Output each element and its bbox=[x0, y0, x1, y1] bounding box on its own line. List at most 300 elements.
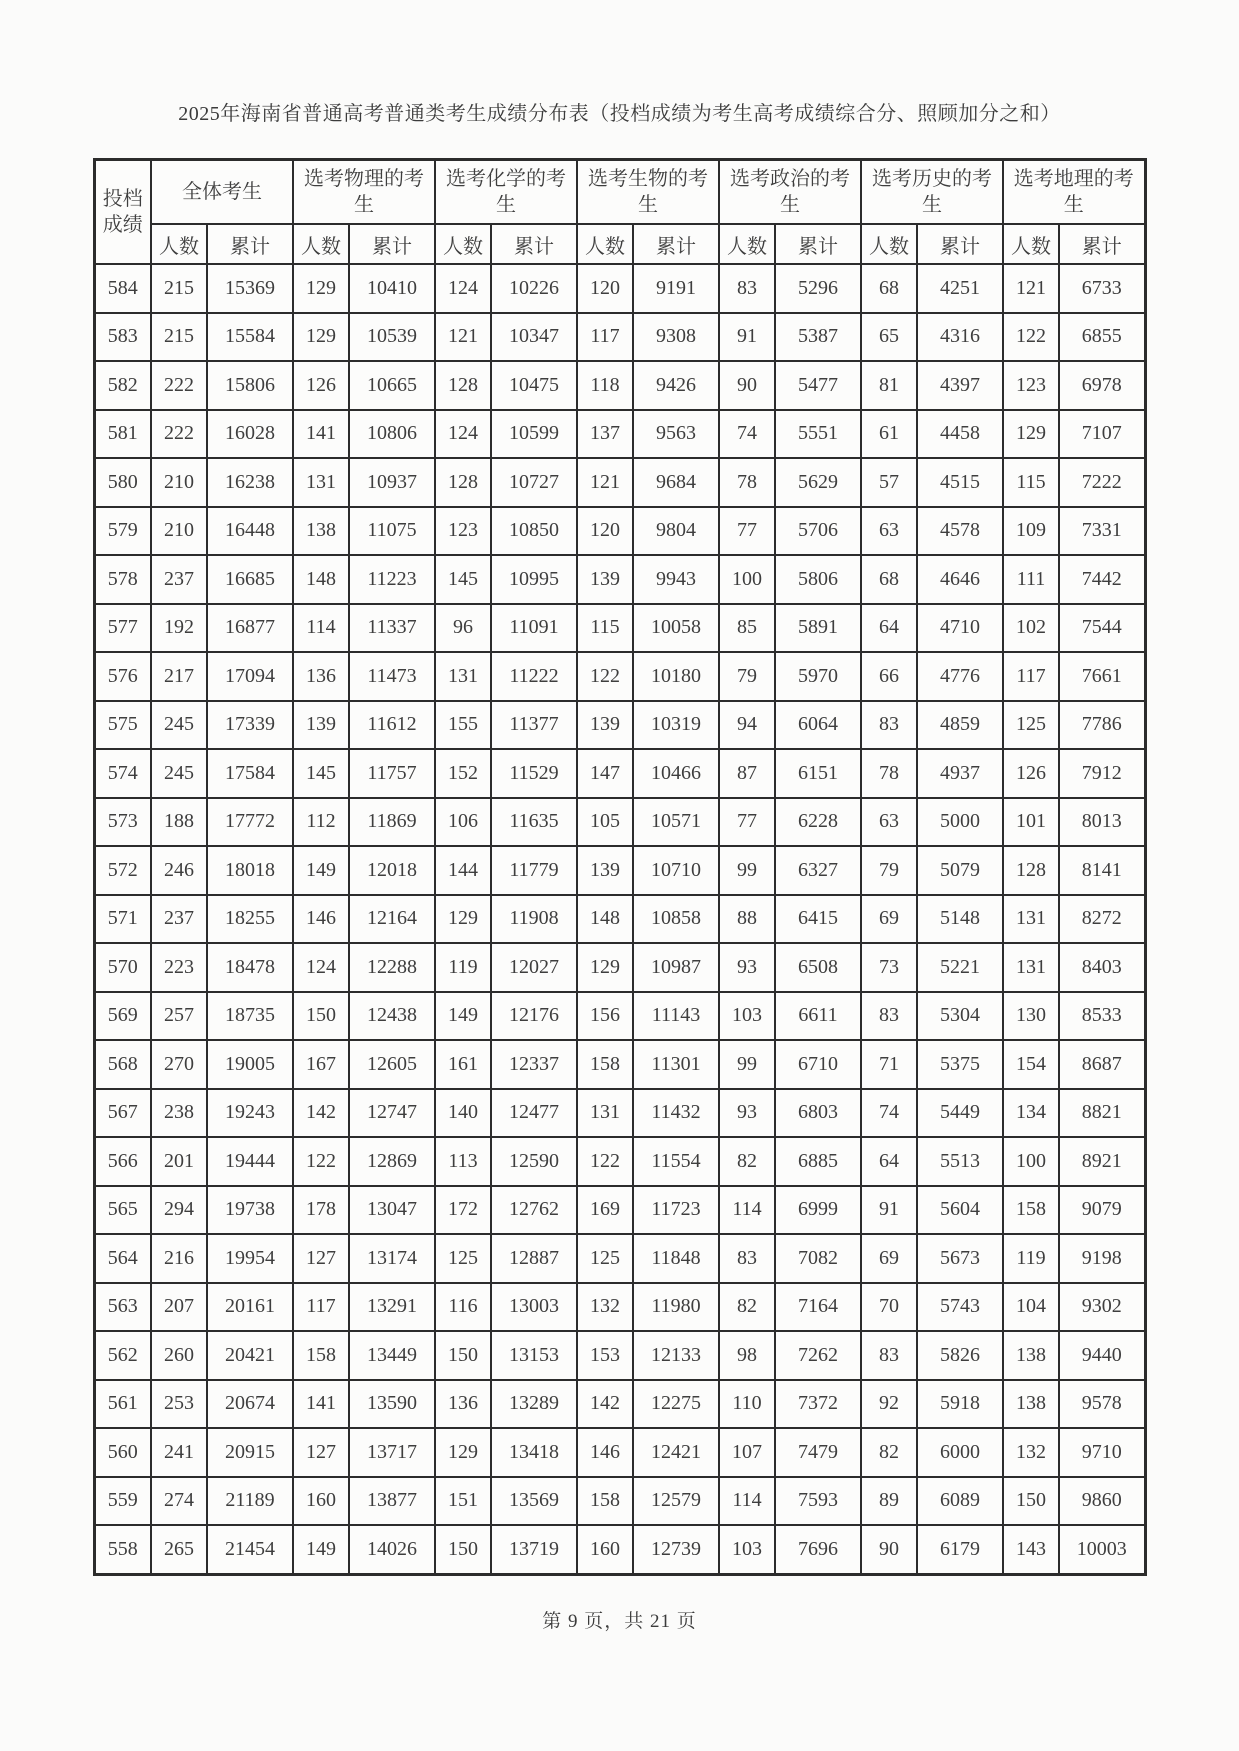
count-cell: 215 bbox=[151, 313, 207, 362]
count-cell: 294 bbox=[151, 1186, 207, 1235]
cumulative-cell: 6710 bbox=[775, 1040, 861, 1089]
group-header-all-candidates: 全体考生 bbox=[151, 160, 293, 225]
cumulative-cell: 4316 bbox=[917, 313, 1003, 362]
count-cell: 161 bbox=[435, 1040, 491, 1089]
count-cell: 87 bbox=[719, 749, 775, 798]
score-cell: 574 bbox=[94, 749, 151, 798]
count-cell: 138 bbox=[293, 507, 349, 556]
count-cell: 68 bbox=[861, 555, 917, 604]
count-cell: 103 bbox=[719, 992, 775, 1041]
cumulative-cell: 10319 bbox=[633, 701, 719, 750]
cumulative-cell: 7786 bbox=[1059, 701, 1145, 750]
cumulative-cell: 10475 bbox=[491, 361, 577, 410]
cumulative-cell: 17094 bbox=[207, 652, 293, 701]
cumulative-cell: 13449 bbox=[349, 1331, 435, 1380]
table-row bbox=[94, 1040, 1145, 1089]
cumulative-cell: 11554 bbox=[633, 1137, 719, 1186]
count-cell: 99 bbox=[719, 1040, 775, 1089]
cumulative-cell: 11223 bbox=[349, 555, 435, 604]
cumulative-cell: 4646 bbox=[917, 555, 1003, 604]
table-row bbox=[94, 361, 1145, 410]
cumulative-cell: 4515 bbox=[917, 458, 1003, 507]
cumulative-cell: 10858 bbox=[633, 895, 719, 944]
table-row bbox=[94, 1089, 1145, 1138]
cumulative-cell: 6803 bbox=[775, 1089, 861, 1138]
count-cell: 148 bbox=[577, 895, 633, 944]
count-cell: 150 bbox=[435, 1525, 491, 1574]
count-cell: 129 bbox=[1003, 410, 1059, 459]
count-cell: 146 bbox=[293, 895, 349, 944]
cumulative-cell: 11222 bbox=[491, 652, 577, 701]
cumulative-cell: 19738 bbox=[207, 1186, 293, 1235]
cumulative-cell: 8921 bbox=[1059, 1137, 1145, 1186]
score-cell: 581 bbox=[94, 410, 151, 459]
count-cell: 129 bbox=[293, 313, 349, 362]
count-cell: 121 bbox=[435, 313, 491, 362]
count-cell: 141 bbox=[293, 410, 349, 459]
group-header-chemistry: 选考化学的考生 bbox=[435, 160, 577, 225]
count-cell: 117 bbox=[1003, 652, 1059, 701]
cumulative-cell: 9710 bbox=[1059, 1428, 1145, 1477]
cumulative-cell: 13877 bbox=[349, 1477, 435, 1526]
count-cell: 127 bbox=[293, 1428, 349, 1477]
cumulative-cell: 11980 bbox=[633, 1283, 719, 1332]
cumulative-cell: 10599 bbox=[491, 410, 577, 459]
count-cell: 117 bbox=[577, 313, 633, 362]
count-cell: 149 bbox=[435, 992, 491, 1041]
cumulative-cell: 6179 bbox=[917, 1525, 1003, 1574]
count-cell: 61 bbox=[861, 410, 917, 459]
score-cell: 567 bbox=[94, 1089, 151, 1138]
cumulative-cell: 11779 bbox=[491, 846, 577, 895]
count-cell: 77 bbox=[719, 798, 775, 847]
cumulative-cell: 6885 bbox=[775, 1137, 861, 1186]
cumulative-cell: 5079 bbox=[917, 846, 1003, 895]
cumulative-cell: 11143 bbox=[633, 992, 719, 1041]
count-cell: 132 bbox=[577, 1283, 633, 1332]
cumulative-cell: 9191 bbox=[633, 264, 719, 313]
cumulative-cell: 9578 bbox=[1059, 1380, 1145, 1429]
count-cell: 140 bbox=[435, 1089, 491, 1138]
count-cell: 125 bbox=[1003, 701, 1059, 750]
count-cell: 274 bbox=[151, 1477, 207, 1526]
score-cell: 572 bbox=[94, 846, 151, 895]
count-cell: 128 bbox=[435, 361, 491, 410]
score-cell: 565 bbox=[94, 1186, 151, 1235]
table-row bbox=[94, 507, 1145, 556]
cumulative-cell: 18735 bbox=[207, 992, 293, 1041]
score-cell: 580 bbox=[94, 458, 151, 507]
cumulative-cell: 6151 bbox=[775, 749, 861, 798]
cumulative-cell: 12027 bbox=[491, 943, 577, 992]
count-cell: 158 bbox=[1003, 1186, 1059, 1235]
table-body bbox=[94, 264, 1145, 1574]
cumulative-cell: 7262 bbox=[775, 1331, 861, 1380]
cumulative-cell: 9079 bbox=[1059, 1186, 1145, 1235]
count-cell: 223 bbox=[151, 943, 207, 992]
score-distribution-table bbox=[93, 158, 1147, 1576]
cumulative-cell: 6089 bbox=[917, 1477, 1003, 1526]
table-header bbox=[94, 160, 1145, 265]
table-row bbox=[94, 798, 1145, 847]
score-cell: 573 bbox=[94, 798, 151, 847]
count-cell: 121 bbox=[1003, 264, 1059, 313]
count-cell: 160 bbox=[577, 1525, 633, 1574]
cumulative-cell: 11075 bbox=[349, 507, 435, 556]
count-cell: 201 bbox=[151, 1137, 207, 1186]
count-cell: 105 bbox=[577, 798, 633, 847]
count-cell: 88 bbox=[719, 895, 775, 944]
count-cell: 82 bbox=[719, 1137, 775, 1186]
cumulative-cell: 18478 bbox=[207, 943, 293, 992]
count-cell: 257 bbox=[151, 992, 207, 1041]
cumulative-cell: 19954 bbox=[207, 1234, 293, 1283]
count-cell: 207 bbox=[151, 1283, 207, 1332]
table-row bbox=[94, 652, 1145, 701]
count-cell: 139 bbox=[577, 701, 633, 750]
cumulative-cell: 16685 bbox=[207, 555, 293, 604]
cumulative-cell: 11757 bbox=[349, 749, 435, 798]
cumulative-cell: 11635 bbox=[491, 798, 577, 847]
cumulative-cell: 5743 bbox=[917, 1283, 1003, 1332]
count-cell: 142 bbox=[577, 1380, 633, 1429]
cumulative-cell: 6228 bbox=[775, 798, 861, 847]
cumulative-cell: 11301 bbox=[633, 1040, 719, 1089]
score-cell: 575 bbox=[94, 701, 151, 750]
score-cell: 558 bbox=[94, 1525, 151, 1574]
cumulative-subheader: 累计 bbox=[207, 224, 293, 264]
count-cell: 158 bbox=[577, 1477, 633, 1526]
count-cell: 222 bbox=[151, 361, 207, 410]
count-cell: 90 bbox=[861, 1525, 917, 1574]
cumulative-cell: 9684 bbox=[633, 458, 719, 507]
count-cell: 210 bbox=[151, 458, 207, 507]
cumulative-cell: 7107 bbox=[1059, 410, 1145, 459]
cumulative-cell: 19005 bbox=[207, 1040, 293, 1089]
count-cell: 222 bbox=[151, 410, 207, 459]
score-cell: 569 bbox=[94, 992, 151, 1041]
cumulative-cell: 8821 bbox=[1059, 1089, 1145, 1138]
count-cell: 178 bbox=[293, 1186, 349, 1235]
count-cell: 82 bbox=[861, 1428, 917, 1477]
count-cell: 63 bbox=[861, 507, 917, 556]
cumulative-cell: 15369 bbox=[207, 264, 293, 313]
cumulative-cell: 10937 bbox=[349, 458, 435, 507]
count-cell: 100 bbox=[1003, 1137, 1059, 1186]
count-cell: 91 bbox=[861, 1186, 917, 1235]
count-cell: 107 bbox=[719, 1428, 775, 1477]
count-cell: 137 bbox=[577, 410, 633, 459]
cumulative-cell: 11377 bbox=[491, 701, 577, 750]
cumulative-cell: 7479 bbox=[775, 1428, 861, 1477]
table-row bbox=[94, 1428, 1145, 1477]
count-subheader: 人数 bbox=[861, 224, 917, 264]
count-cell: 111 bbox=[1003, 555, 1059, 604]
cumulative-cell: 6508 bbox=[775, 943, 861, 992]
cumulative-cell: 10850 bbox=[491, 507, 577, 556]
count-cell: 131 bbox=[1003, 943, 1059, 992]
count-cell: 65 bbox=[861, 313, 917, 362]
cumulative-cell: 13590 bbox=[349, 1380, 435, 1429]
count-cell: 149 bbox=[293, 1525, 349, 1574]
cumulative-cell: 11908 bbox=[491, 895, 577, 944]
count-cell: 126 bbox=[293, 361, 349, 410]
cumulative-cell: 10539 bbox=[349, 313, 435, 362]
count-cell: 160 bbox=[293, 1477, 349, 1526]
count-cell: 148 bbox=[293, 555, 349, 604]
count-cell: 104 bbox=[1003, 1283, 1059, 1332]
count-cell: 134 bbox=[1003, 1089, 1059, 1138]
cumulative-cell: 12133 bbox=[633, 1331, 719, 1380]
count-cell: 85 bbox=[719, 604, 775, 653]
score-cell: 583 bbox=[94, 313, 151, 362]
count-cell: 122 bbox=[1003, 313, 1059, 362]
score-cell: 570 bbox=[94, 943, 151, 992]
score-cell: 582 bbox=[94, 361, 151, 410]
count-cell: 265 bbox=[151, 1525, 207, 1574]
cumulative-cell: 10347 bbox=[491, 313, 577, 362]
cumulative-cell: 12421 bbox=[633, 1428, 719, 1477]
count-cell: 90 bbox=[719, 361, 775, 410]
cumulative-cell: 11848 bbox=[633, 1234, 719, 1283]
count-cell: 121 bbox=[577, 458, 633, 507]
cumulative-cell: 5375 bbox=[917, 1040, 1003, 1089]
page-number: 第 9 页，共 21 页 bbox=[542, 1610, 697, 1632]
cumulative-cell: 4397 bbox=[917, 361, 1003, 410]
table-row bbox=[94, 1331, 1145, 1380]
cumulative-cell: 6999 bbox=[775, 1186, 861, 1235]
table-row bbox=[94, 749, 1145, 798]
cumulative-cell: 10727 bbox=[491, 458, 577, 507]
cumulative-cell: 12337 bbox=[491, 1040, 577, 1089]
cumulative-cell: 12590 bbox=[491, 1137, 577, 1186]
cumulative-cell: 8403 bbox=[1059, 943, 1145, 992]
cumulative-subheader: 累计 bbox=[491, 224, 577, 264]
score-cell: 568 bbox=[94, 1040, 151, 1089]
table-row bbox=[94, 943, 1145, 992]
count-cell: 150 bbox=[435, 1331, 491, 1380]
cumulative-cell: 11529 bbox=[491, 749, 577, 798]
cumulative-cell: 11473 bbox=[349, 652, 435, 701]
table-row bbox=[94, 1283, 1145, 1332]
cumulative-cell: 6733 bbox=[1059, 264, 1145, 313]
cumulative-cell: 5551 bbox=[775, 410, 861, 459]
count-cell: 246 bbox=[151, 846, 207, 895]
score-cell: 578 bbox=[94, 555, 151, 604]
count-cell: 139 bbox=[577, 846, 633, 895]
cumulative-cell: 7696 bbox=[775, 1525, 861, 1574]
cumulative-cell: 8687 bbox=[1059, 1040, 1145, 1089]
sub-header-row bbox=[94, 224, 1145, 264]
count-cell: 114 bbox=[293, 604, 349, 653]
count-cell: 129 bbox=[577, 943, 633, 992]
cumulative-cell: 7164 bbox=[775, 1283, 861, 1332]
cumulative-cell: 18018 bbox=[207, 846, 293, 895]
cumulative-cell: 7661 bbox=[1059, 652, 1145, 701]
cumulative-cell: 8141 bbox=[1059, 846, 1145, 895]
count-cell: 93 bbox=[719, 1089, 775, 1138]
cumulative-cell: 4710 bbox=[917, 604, 1003, 653]
count-cell: 91 bbox=[719, 313, 775, 362]
cumulative-cell: 5296 bbox=[775, 264, 861, 313]
cumulative-cell: 7912 bbox=[1059, 749, 1145, 798]
count-cell: 74 bbox=[861, 1089, 917, 1138]
count-cell: 122 bbox=[577, 652, 633, 701]
count-cell: 129 bbox=[293, 264, 349, 313]
cumulative-cell: 5970 bbox=[775, 652, 861, 701]
count-cell: 64 bbox=[861, 604, 917, 653]
cumulative-cell: 11091 bbox=[491, 604, 577, 653]
count-cell: 94 bbox=[719, 701, 775, 750]
cumulative-cell: 16877 bbox=[207, 604, 293, 653]
score-cell: 564 bbox=[94, 1234, 151, 1283]
table-row bbox=[94, 846, 1145, 895]
cumulative-cell: 19243 bbox=[207, 1089, 293, 1138]
count-cell: 113 bbox=[435, 1137, 491, 1186]
cumulative-cell: 10987 bbox=[633, 943, 719, 992]
cumulative-cell: 15806 bbox=[207, 361, 293, 410]
table-row bbox=[94, 992, 1145, 1041]
table-row bbox=[94, 1380, 1145, 1429]
cumulative-subheader: 累计 bbox=[1059, 224, 1145, 264]
cumulative-cell: 7082 bbox=[775, 1234, 861, 1283]
count-cell: 138 bbox=[1003, 1380, 1059, 1429]
count-cell: 125 bbox=[435, 1234, 491, 1283]
cumulative-cell: 10410 bbox=[349, 264, 435, 313]
cumulative-cell: 5387 bbox=[775, 313, 861, 362]
count-subheader: 人数 bbox=[719, 224, 775, 264]
count-cell: 83 bbox=[861, 701, 917, 750]
cumulative-cell: 6611 bbox=[775, 992, 861, 1041]
cumulative-cell: 9943 bbox=[633, 555, 719, 604]
count-cell: 123 bbox=[1003, 361, 1059, 410]
cumulative-cell: 10058 bbox=[633, 604, 719, 653]
cumulative-subheader: 累计 bbox=[775, 224, 861, 264]
cumulative-cell: 13047 bbox=[349, 1186, 435, 1235]
cumulative-cell: 13569 bbox=[491, 1477, 577, 1526]
cumulative-cell: 12477 bbox=[491, 1089, 577, 1138]
cumulative-cell: 12018 bbox=[349, 846, 435, 895]
table-row bbox=[94, 895, 1145, 944]
cumulative-cell: 9860 bbox=[1059, 1477, 1145, 1526]
count-cell: 122 bbox=[293, 1137, 349, 1186]
count-subheader: 人数 bbox=[1003, 224, 1059, 264]
cumulative-subheader: 累计 bbox=[917, 224, 1003, 264]
cumulative-cell: 11612 bbox=[349, 701, 435, 750]
table-row bbox=[94, 1477, 1145, 1526]
table-row bbox=[94, 555, 1145, 604]
cumulative-cell: 12275 bbox=[633, 1380, 719, 1429]
cumulative-cell: 18255 bbox=[207, 895, 293, 944]
count-cell: 167 bbox=[293, 1040, 349, 1089]
count-cell: 216 bbox=[151, 1234, 207, 1283]
score-cell: 577 bbox=[94, 604, 151, 653]
cumulative-cell: 5891 bbox=[775, 604, 861, 653]
cumulative-cell: 9198 bbox=[1059, 1234, 1145, 1283]
count-cell: 81 bbox=[861, 361, 917, 410]
count-cell: 100 bbox=[719, 555, 775, 604]
count-cell: 78 bbox=[719, 458, 775, 507]
cumulative-cell: 11723 bbox=[633, 1186, 719, 1235]
cumulative-cell: 4859 bbox=[917, 701, 1003, 750]
count-cell: 153 bbox=[577, 1331, 633, 1380]
count-cell: 260 bbox=[151, 1331, 207, 1380]
count-cell: 142 bbox=[293, 1089, 349, 1138]
score-cell: 584 bbox=[94, 264, 151, 313]
cumulative-cell: 5629 bbox=[775, 458, 861, 507]
cumulative-cell: 10806 bbox=[349, 410, 435, 459]
count-cell: 139 bbox=[577, 555, 633, 604]
cumulative-cell: 16238 bbox=[207, 458, 293, 507]
cumulative-cell: 11337 bbox=[349, 604, 435, 653]
cumulative-cell: 20421 bbox=[207, 1331, 293, 1380]
count-cell: 145 bbox=[435, 555, 491, 604]
count-cell: 68 bbox=[861, 264, 917, 313]
cumulative-cell: 8013 bbox=[1059, 798, 1145, 847]
cumulative-cell: 5513 bbox=[917, 1137, 1003, 1186]
cumulative-cell: 5673 bbox=[917, 1234, 1003, 1283]
cumulative-cell: 12176 bbox=[491, 992, 577, 1041]
count-cell: 83 bbox=[861, 992, 917, 1041]
count-cell: 77 bbox=[719, 507, 775, 556]
count-cell: 119 bbox=[1003, 1234, 1059, 1283]
count-cell: 131 bbox=[435, 652, 491, 701]
count-cell: 98 bbox=[719, 1331, 775, 1380]
count-cell: 64 bbox=[861, 1137, 917, 1186]
count-cell: 103 bbox=[719, 1525, 775, 1574]
count-cell: 245 bbox=[151, 701, 207, 750]
cumulative-cell: 4578 bbox=[917, 507, 1003, 556]
count-cell: 109 bbox=[1003, 507, 1059, 556]
cumulative-cell: 5826 bbox=[917, 1331, 1003, 1380]
count-cell: 127 bbox=[293, 1234, 349, 1283]
score-cell: 561 bbox=[94, 1380, 151, 1429]
count-cell: 192 bbox=[151, 604, 207, 653]
cumulative-cell: 4251 bbox=[917, 264, 1003, 313]
cumulative-cell: 15584 bbox=[207, 313, 293, 362]
count-cell: 215 bbox=[151, 264, 207, 313]
count-cell: 114 bbox=[719, 1477, 775, 1526]
cumulative-cell: 5604 bbox=[917, 1186, 1003, 1235]
count-cell: 188 bbox=[151, 798, 207, 847]
cumulative-cell: 5000 bbox=[917, 798, 1003, 847]
count-cell: 237 bbox=[151, 555, 207, 604]
table-row bbox=[94, 701, 1145, 750]
cumulative-cell: 7372 bbox=[775, 1380, 861, 1429]
count-cell: 78 bbox=[861, 749, 917, 798]
cumulative-cell: 13717 bbox=[349, 1428, 435, 1477]
cumulative-cell: 21189 bbox=[207, 1477, 293, 1526]
count-cell: 131 bbox=[1003, 895, 1059, 944]
count-cell: 92 bbox=[861, 1380, 917, 1429]
cumulative-cell: 6855 bbox=[1059, 313, 1145, 362]
cumulative-cell: 5918 bbox=[917, 1380, 1003, 1429]
group-header-geography: 选考地理的考生 bbox=[1003, 160, 1145, 225]
cumulative-cell: 13153 bbox=[491, 1331, 577, 1380]
count-cell: 158 bbox=[293, 1331, 349, 1380]
cumulative-cell: 13289 bbox=[491, 1380, 577, 1429]
count-subheader: 人数 bbox=[293, 224, 349, 264]
score-cell: 571 bbox=[94, 895, 151, 944]
count-cell: 124 bbox=[293, 943, 349, 992]
cumulative-cell: 5706 bbox=[775, 507, 861, 556]
count-cell: 129 bbox=[435, 895, 491, 944]
cumulative-cell: 10665 bbox=[349, 361, 435, 410]
table-row bbox=[94, 1234, 1145, 1283]
count-cell: 152 bbox=[435, 749, 491, 798]
table-row bbox=[94, 264, 1145, 313]
score-cell: 562 bbox=[94, 1331, 151, 1380]
